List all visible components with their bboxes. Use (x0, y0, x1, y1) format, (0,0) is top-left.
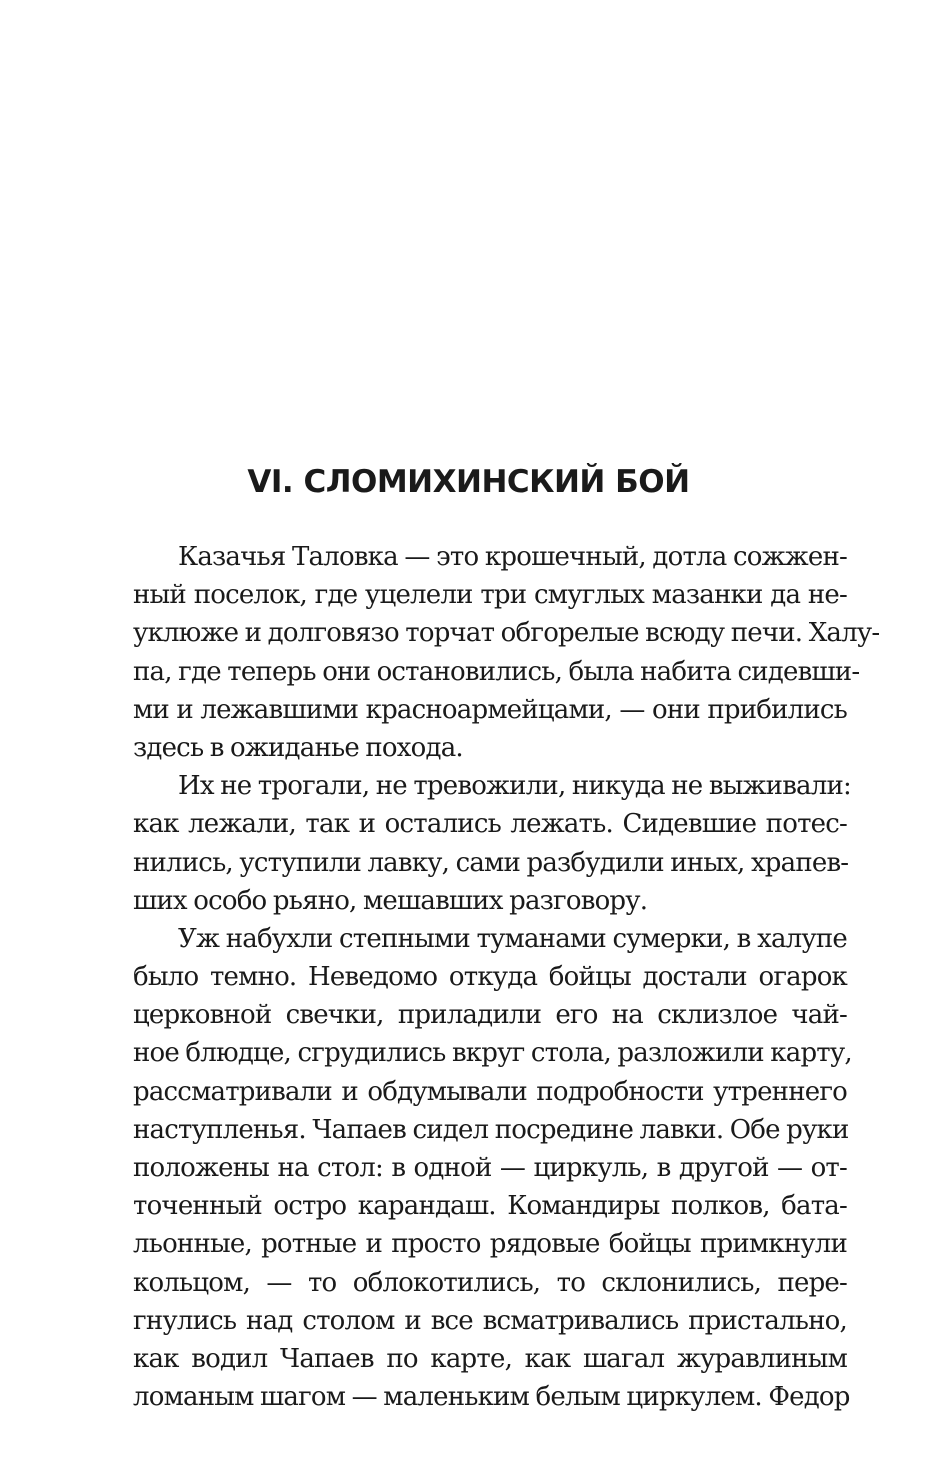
text-line: льонные, ротные и просто рядовые бойцы примкнули (133, 1229, 847, 1260)
text-line: Казачья Таловка — это крошечный, дотла сожжен- (178, 542, 847, 572)
text-line: кольцом, — то облокотились, то склонились, пере- (133, 1267, 847, 1298)
chapter-title: VI. СЛОМИХИНСКИЙ БОЙ (247, 464, 690, 500)
text-line: здесь в ожиданье похода. (133, 732, 463, 763)
text-line: нились, уступили лавку, сами разбудили иных, храпев- (133, 847, 849, 878)
text-line: Уж набухли степными туманами сумерки, в халупе (178, 923, 847, 954)
text-line: ломаным шагом — маленьким белым циркулем. Федор (133, 1382, 850, 1413)
text-line: па, где теперь они остановились, была набита сидевши- (133, 656, 860, 687)
text-line: рассматривали и обдумывали подробности утреннего (133, 1076, 847, 1107)
text-line: церковной свечки, приладили его на склизлое чай- (133, 1000, 847, 1031)
paragraph (133, 538, 880, 767)
text-line: ное блюдце, сгрудились вкруг стола, разложили карту, (133, 1038, 852, 1069)
text-line: как водил Чапаев по карте, как шагал журавлиным (133, 1343, 847, 1374)
text-line: ших особо рьяно, мешавших разговору. (133, 885, 648, 916)
text-line: наступленья. Чапаев сидел посредине лавки. Обе руки (133, 1114, 849, 1145)
text-line: уклюже и долговязо торчат обгорелые всюду печи. Халу- (133, 618, 880, 649)
text-line: ный поселок, где уцелели три смуглых мазанки да не- (133, 580, 847, 611)
paragraph (133, 767, 851, 920)
text-line: как лежали, так и остались лежать. Сидевшие потес- (133, 809, 847, 840)
text-line: положены на стол: в одной — циркуль, в другой — от- (133, 1153, 847, 1183)
paragraph (133, 920, 852, 1416)
chapter-body (133, 538, 880, 1416)
text-line: гнулись над столом и все всматривались пристально, (133, 1305, 847, 1336)
text-line: точенный остро карандаш. Командиры полков, бата- (133, 1191, 847, 1222)
text-line: ми и лежавшими красноармейцами, — они прибились (133, 694, 847, 725)
text-line: Их не трогали, не тревожили, никуда не выживали: (178, 771, 851, 802)
text-line: было темно. Неведомо откуда бойцы достали огарок (133, 962, 847, 993)
